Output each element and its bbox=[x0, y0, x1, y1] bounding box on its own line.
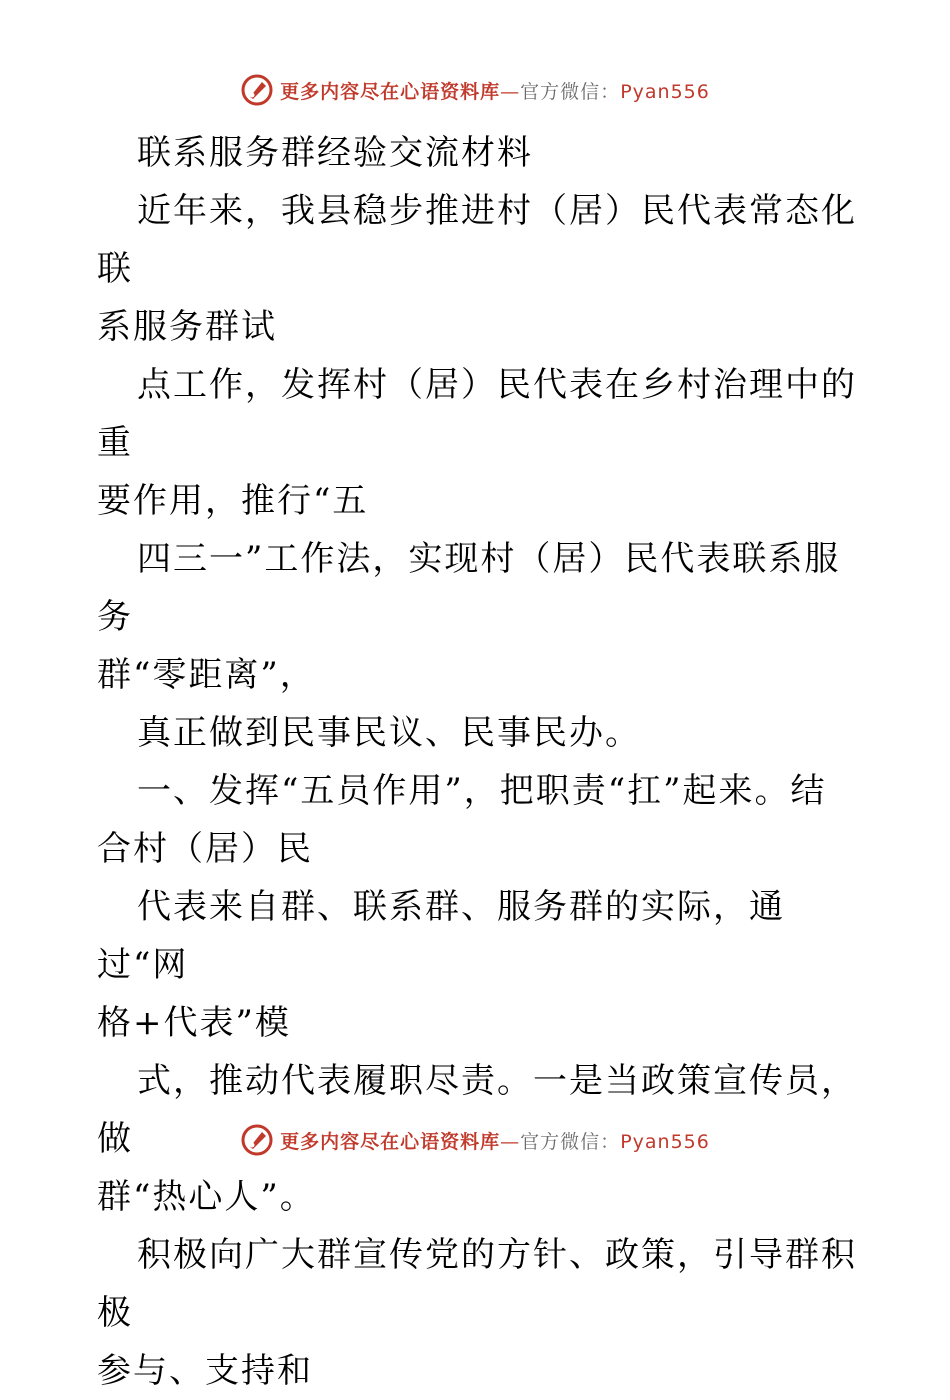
document-body bbox=[97, 124, 857, 1400]
doc-line: 代表来自群、联系群、服务群的实际，通过“网 bbox=[97, 887, 785, 985]
doc-line: 群“热心人”。 bbox=[97, 1177, 316, 1217]
doc-line: 格+代表”模 bbox=[97, 1003, 291, 1043]
banner-separator: — bbox=[500, 1130, 521, 1153]
doc-line: 联系服务群经验交流材料 bbox=[137, 133, 533, 173]
doc-line: 四三一”工作法，实现村（居）民代表联系服务 bbox=[97, 539, 841, 637]
banner-wechat-label: 官方微信： bbox=[520, 80, 621, 103]
doc-line: 一、发挥“五员作用”，把职责“扛”起来。结 bbox=[137, 771, 827, 811]
banner-wechat-id: Pyan556 bbox=[620, 80, 710, 103]
banner-main-text: 更多内容尽在心语资料库 bbox=[280, 80, 501, 103]
footer-banner bbox=[0, 1120, 950, 1160]
pen-nib-logo-icon bbox=[240, 73, 274, 107]
banner-main-text: 更多内容尽在心语资料库 bbox=[280, 1130, 501, 1153]
doc-line: 要作用，推行“五 bbox=[97, 481, 369, 521]
doc-line: 式，推动代表履职尽责。一是当政策宣传员，做 bbox=[97, 1061, 857, 1159]
doc-line: 近年来，我县稳步推进村（居）民代表常态化联 bbox=[97, 191, 857, 289]
banner-text bbox=[280, 77, 710, 104]
banner-separator: — bbox=[500, 80, 521, 103]
doc-line: 积极向广大群宣传党的方针、政策，引导群积极 bbox=[97, 1235, 857, 1333]
banner-text bbox=[280, 1127, 710, 1154]
doc-line: 合村（居）民 bbox=[97, 829, 313, 869]
doc-line: 点工作，发挥村（居）民代表在乡村治理中的重 bbox=[97, 365, 857, 463]
doc-line: 系服务群试 bbox=[97, 307, 277, 347]
banner-wechat-id: Pyan556 bbox=[620, 1130, 710, 1153]
doc-line: 真正做到民事民议、民事民办。 bbox=[137, 713, 641, 753]
pen-nib-logo-icon bbox=[240, 1123, 274, 1157]
doc-line: 群“零距离”， bbox=[97, 655, 316, 695]
doc-line: 参与、支持和 bbox=[97, 1351, 313, 1391]
banner-wechat-label: 官方微信： bbox=[520, 1130, 621, 1153]
header-banner bbox=[0, 70, 950, 110]
